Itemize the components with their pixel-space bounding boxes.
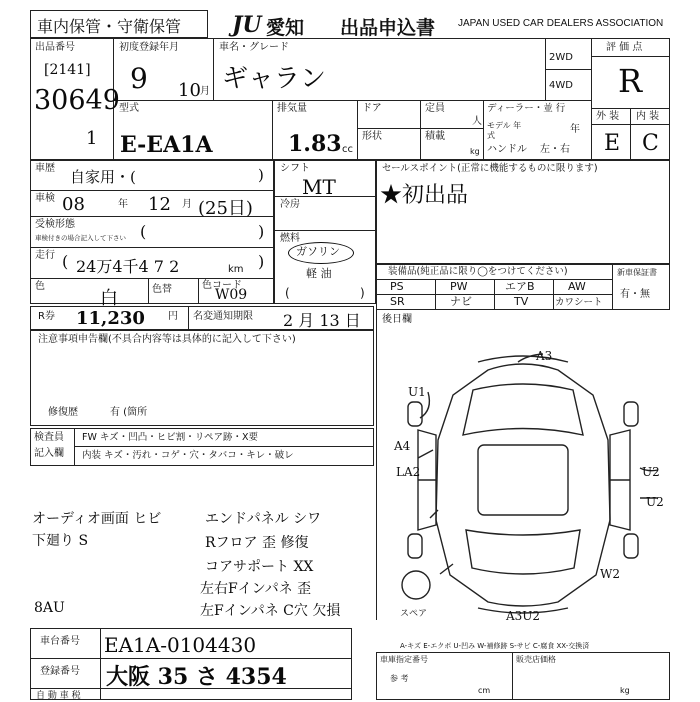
- r-ticket-label: R券: [38, 311, 55, 322]
- interior-grade: C: [642, 131, 659, 156]
- note-inpane: 左右Fインパネ 歪: [200, 581, 312, 597]
- equip-ps: PS: [390, 280, 404, 293]
- history-value: 自家用・(: [70, 168, 136, 186]
- note-r-floor: Rフロア 歪 修復: [205, 535, 309, 551]
- fuel-other: 軽 油: [306, 267, 332, 280]
- drive-2wd: 2WD: [549, 52, 573, 63]
- deadline-label: 名変通知期限: [193, 311, 253, 322]
- mileage-open: (: [62, 252, 69, 271]
- type-label: 型式: [119, 103, 139, 114]
- color-code-label: 色コード: [202, 280, 242, 291]
- repair-history-value: 有 (箇所: [110, 407, 148, 418]
- warranty-options: 有・無: [620, 289, 650, 300]
- shift-label: シフト: [280, 163, 310, 174]
- registration-value: 大阪 35 さ 4354: [106, 664, 287, 690]
- note-left-inpane: 左Fインパネ C穴 欠損: [200, 603, 341, 619]
- inspection-day: (25日): [198, 198, 253, 219]
- exterior-grade: E: [604, 131, 621, 156]
- mileage-unit: km: [228, 264, 244, 275]
- inspector-interior-row: 内装 キズ・汚れ・コゲ・穴・タバコ・キレ・破レ: [82, 450, 294, 461]
- rear-seat-label: 後日欄: [382, 314, 412, 325]
- load-label: 積載: [425, 131, 445, 142]
- inspection-label: 車検: [35, 193, 55, 204]
- diagram-mark-7: A3U2: [506, 609, 541, 620]
- receipt-close: ): [258, 222, 265, 241]
- mileage-label: 走行: [35, 250, 55, 261]
- unit-kg: kg: [620, 686, 630, 695]
- price-label: 販売店価格: [516, 655, 556, 664]
- form-subtitle: JAPAN USED CAR DEALERS ASSOCIATION: [458, 18, 664, 29]
- inspector-label: 検査員: [34, 432, 64, 443]
- ju-logo: JU: [232, 12, 262, 38]
- equip-sr: SR: [390, 295, 405, 308]
- handle-label: ハンドル: [487, 144, 527, 155]
- note-underbody: 下廻り S: [32, 533, 89, 549]
- registration-label: 登録番号: [40, 666, 80, 677]
- color-code: W09: [215, 287, 248, 303]
- listing-mark: 1: [86, 128, 98, 149]
- diagram-mark-3: U2: [642, 465, 660, 479]
- car-damage-diagram: [378, 340, 670, 620]
- first-reg-month-unit: 月: [200, 86, 210, 97]
- shift-value: MT: [302, 175, 336, 199]
- inspector-entry-label: 記入欄: [34, 448, 64, 459]
- chassis-label: 車台番号: [40, 636, 80, 647]
- auto-tax-label: 自 動 車 税: [36, 691, 81, 701]
- note-audio: オーディオ画面 ヒビ: [32, 511, 162, 527]
- ac-label: 冷房: [280, 199, 300, 210]
- selling-points-label: セールスポイント(正常に機能するものに限ります): [382, 163, 598, 174]
- dealer-label: ディーラー・並 行: [487, 103, 566, 114]
- diagram-mark-1: U1: [408, 385, 426, 399]
- form-title: 出品申込書: [340, 18, 436, 39]
- fuel-close: ): [360, 286, 365, 300]
- car-name-label: 車名・グレード: [219, 42, 289, 53]
- mileage-value: 24万4千4 7 2: [76, 257, 180, 276]
- exterior-label: 外 装: [596, 111, 620, 122]
- note-8au: 8AU: [34, 600, 65, 616]
- color-value: 白: [100, 288, 118, 309]
- storage-label: 車内保管・守衛保管: [37, 19, 182, 36]
- selling-points-block: [376, 160, 670, 264]
- fuel-label: 燃料: [280, 233, 300, 244]
- first-reg-month: 10: [178, 80, 201, 101]
- r-ticket-amount: 11,230: [76, 308, 145, 329]
- equip-pw: PW: [450, 280, 468, 293]
- inspection-year: 08: [62, 194, 85, 215]
- selling-points-value: ★初出品: [380, 183, 469, 208]
- deadline-value: 2 月 13 日: [283, 311, 361, 330]
- diagram-mark-6: W2: [600, 567, 620, 581]
- equip-leather-seat: カワシート: [555, 297, 603, 308]
- history-label: 車歴: [35, 163, 55, 174]
- diagram-mark-4: U2: [646, 495, 664, 509]
- inspector-fw-row: FW キズ・凹凸・ヒビ割・リペア跡・X要: [82, 432, 259, 443]
- door-label: ドア: [362, 103, 382, 114]
- listing-number: 30649: [34, 85, 120, 116]
- repair-history-label: 修復歴: [48, 407, 78, 418]
- garage-label: 車庫指定番号: [380, 655, 428, 664]
- warranty-label: 新車保証書: [617, 268, 657, 277]
- color-replace-label: 色替: [152, 284, 172, 295]
- inspection-year-unit: 年: [118, 199, 128, 210]
- model-type: E-EA1A: [120, 132, 213, 158]
- diagram-mark-0: A3: [536, 349, 553, 363]
- equip-airbag: エアB: [505, 280, 535, 293]
- first-reg-label: 初度登録年月: [119, 42, 179, 53]
- listing-code: [2141]: [44, 62, 91, 78]
- receipt-open: (: [140, 222, 147, 241]
- receipt-label: 受検形態: [35, 219, 75, 230]
- displacement-label: 排気量: [277, 103, 307, 114]
- note-core-support: コアサポート XX: [205, 559, 314, 575]
- drive-4wd: 4WD: [549, 80, 573, 91]
- unit-cm: cm: [478, 686, 491, 695]
- equip-tv: TV: [514, 295, 529, 308]
- damage-legend: A-キズ E-エクボ U-凹み W-補修跡 S-サビ C-腐食 XX-交換済: [400, 642, 590, 650]
- car-name: ギャラン: [222, 64, 327, 94]
- listing-number-label: 出品番号: [35, 42, 75, 53]
- fuel-open: (: [285, 286, 290, 300]
- fuel-selected: ガソリン: [296, 245, 340, 258]
- displacement-unit: cc: [342, 144, 353, 155]
- notes-label: 注意事項申告欄(不具合内容等は具体的に記入して下さい): [38, 334, 296, 345]
- chassis-value: EA1A-0104430: [104, 633, 257, 657]
- diagram-mark-5: LA2: [396, 465, 421, 479]
- equipment-label: 装備品(純正品に限り◯をつけてください): [388, 266, 568, 277]
- receipt-note: 車検付きの場合記入して下さい: [35, 234, 126, 242]
- handle-options: 左・右: [540, 144, 570, 155]
- model-year-label: モデル 年式: [487, 121, 522, 140]
- eval-label: 評 価 点: [606, 42, 643, 53]
- garage-ref: 参 考: [390, 674, 409, 683]
- load-unit: kg: [470, 147, 480, 156]
- spare-label: スペア: [400, 609, 428, 619]
- note-end-panel: エンドパネル シワ: [205, 511, 322, 527]
- first-reg-year: 9: [130, 62, 148, 95]
- eval-score: R: [618, 62, 643, 100]
- model-year-unit: 年: [570, 124, 580, 135]
- inspection-month-unit: 月: [182, 199, 192, 210]
- equip-navi: ナビ: [450, 295, 472, 308]
- capacity-unit: 人: [472, 116, 482, 127]
- color-label: 色: [35, 281, 45, 292]
- r-ticket-unit: 円: [168, 311, 178, 322]
- inspection-month: 12: [148, 194, 171, 215]
- interior-label: 内 装: [636, 111, 660, 122]
- history-close: ): [258, 166, 264, 184]
- equip-aw: AW: [568, 280, 586, 293]
- org-name: 愛知: [266, 18, 305, 39]
- diagram-mark-2: A4: [394, 439, 411, 453]
- capacity-label: 定員: [425, 103, 445, 114]
- shape-label: 形状: [362, 131, 382, 142]
- mileage-close: ): [258, 252, 265, 271]
- displacement-value: 1.83: [288, 131, 342, 157]
